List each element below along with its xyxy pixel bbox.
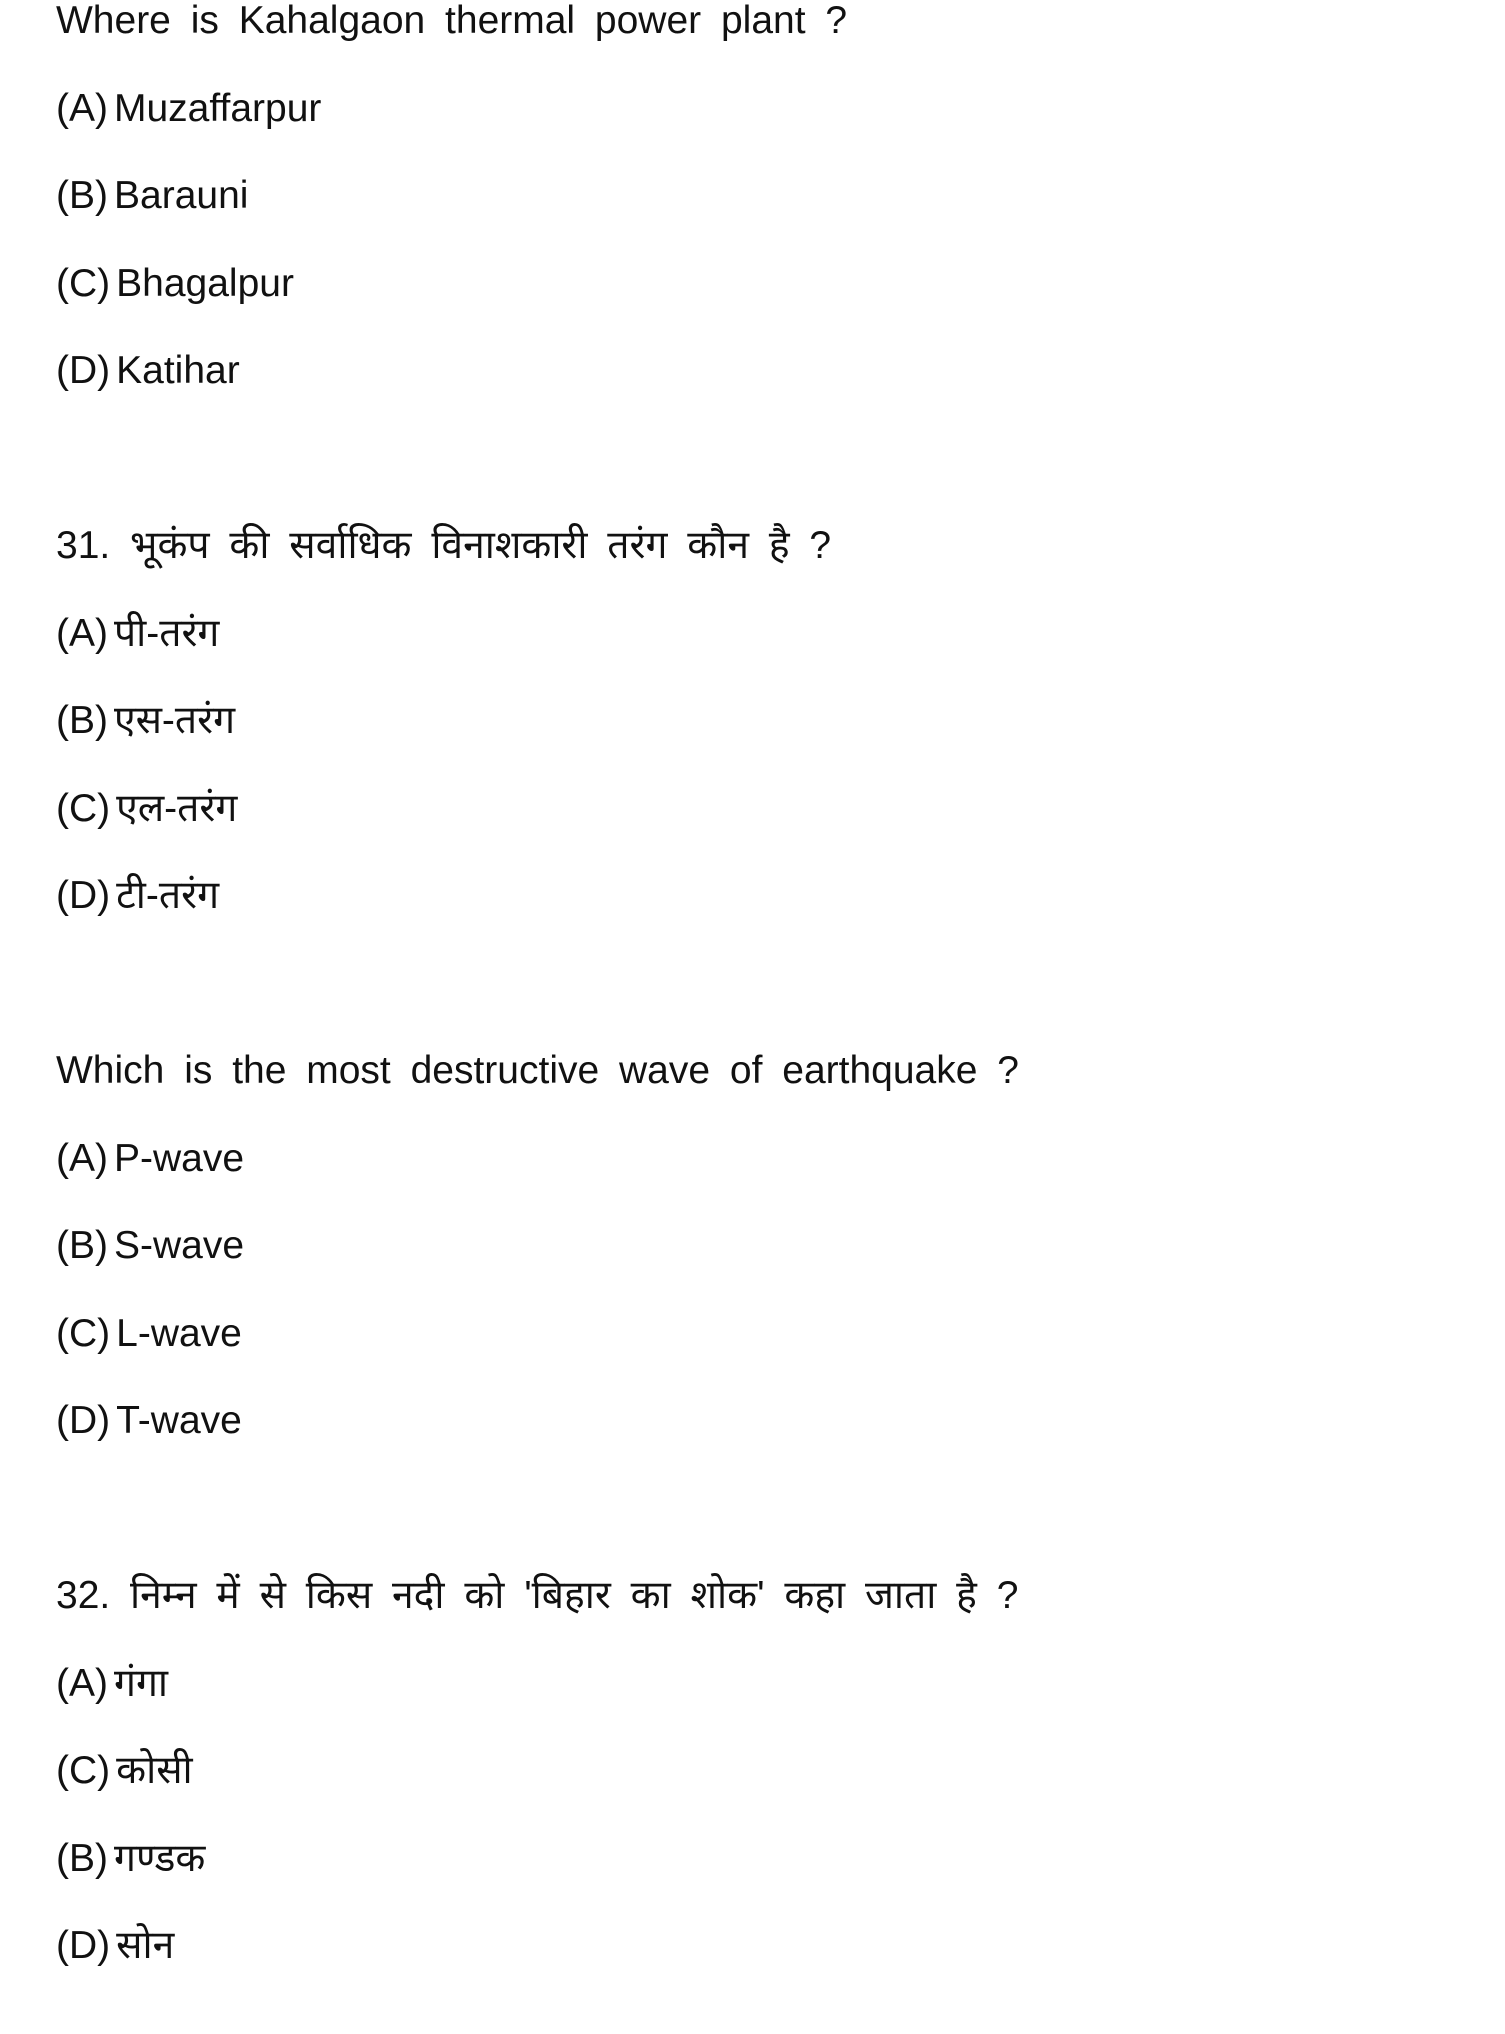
option-text: Barauni: [114, 174, 249, 217]
answer-option: [56, 1902, 1505, 1990]
answer-option: [56, 1377, 1505, 1465]
option-label: (C): [56, 1311, 111, 1355]
option-label: (C): [56, 786, 111, 830]
option-text: P-wave: [114, 1136, 245, 1180]
option-text: गण्डक: [114, 1836, 206, 1880]
answer-option: [56, 1115, 1505, 1203]
answer-option: [56, 1202, 1505, 1290]
answer-option: [56, 1290, 1505, 1378]
option-text: Muzaffarpur: [114, 86, 322, 130]
option-label: (D): [56, 1399, 111, 1442]
question-text: 32. निम्न में से किस नदी को 'बिहार का शोक' कहा जाता है ?: [56, 1574, 1019, 1617]
option-text: कोसी: [116, 1749, 193, 1792]
option-label: (D): [56, 1924, 111, 1967]
answer-option: [56, 152, 1505, 240]
answer-option: [56, 65, 1505, 153]
answer-option: [56, 240, 1505, 328]
option-text: टी-तरंग: [116, 874, 220, 917]
option-text: Bhagalpur: [116, 261, 294, 305]
option-label: (A): [56, 611, 108, 655]
option-text: L-wave: [116, 1311, 242, 1355]
option-text: गंगा: [114, 1661, 169, 1705]
question-document: [56, 0, 1505, 1990]
option-label: (B): [56, 1224, 108, 1267]
option-text: एस-तरंग: [114, 699, 236, 742]
answer-option: [56, 852, 1505, 940]
answer-option: [56, 1640, 1505, 1728]
option-label: (D): [56, 874, 111, 917]
question-block: [56, 1027, 1505, 1465]
answer-option: [56, 1815, 1505, 1903]
option-label: (B): [56, 174, 108, 217]
answer-option: [56, 677, 1505, 765]
spacer: [56, 415, 1505, 503]
option-label: (C): [56, 261, 111, 305]
option-text: S-wave: [114, 1224, 245, 1267]
option-text: पी-तरंग: [114, 611, 220, 655]
spacer: [56, 940, 1505, 1028]
answer-option: [56, 765, 1505, 853]
answer-option: [56, 1727, 1505, 1815]
option-text: Katihar: [116, 349, 240, 392]
option-text: एल-तरंग: [116, 786, 238, 830]
option-label: (B): [56, 699, 108, 742]
question-block: [56, 0, 1505, 415]
answer-option: [56, 327, 1505, 415]
answer-option: [56, 590, 1505, 678]
question-text: Which is the most destructive wave of earthquake ?: [56, 1049, 1019, 1092]
option-text: सोन: [116, 1924, 175, 1967]
option-label: (A): [56, 1136, 108, 1180]
question-block: [56, 1552, 1505, 1990]
spacer: [56, 1465, 1505, 1553]
option-text: T-wave: [116, 1399, 242, 1442]
question-text: Where is Kahalgaon thermal power plant ?: [56, 0, 848, 42]
option-label: (C): [56, 1749, 111, 1792]
option-label: (B): [56, 1836, 108, 1880]
question-block: [56, 502, 1505, 940]
question-text: 31. भूकंप की सर्वाधिक विनाशकारी तरंग कौन है ?: [56, 524, 832, 567]
option-label: (A): [56, 86, 108, 130]
option-label: (D): [56, 349, 111, 392]
option-label: (A): [56, 1661, 108, 1705]
